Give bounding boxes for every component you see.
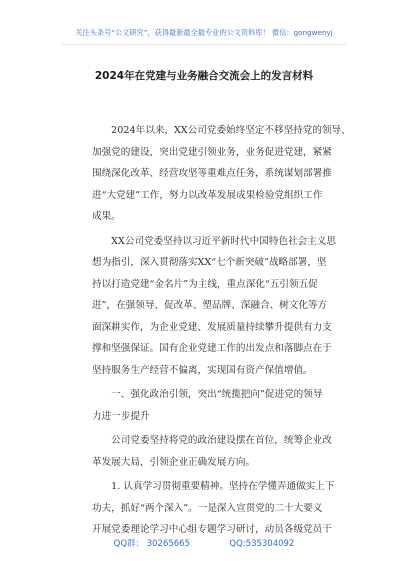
paragraph-line: 持以打造党建“金名片”为主线，重点深化“五引领五促 [92, 278, 318, 290]
paragraph-line: 围绕深化改革、经营攻坚等重难点任务，系统谋划部署推 [92, 168, 332, 179]
paragraph-line: 一、强化政治引领，突出“统揽把向”促进党的领导 [92, 389, 323, 400]
paragraph-line: 功夫，抓好“两个深入”。一是深入宣贯党的二十大要义 [92, 502, 323, 514]
qq-contact-number: QQ:535304092 [229, 539, 295, 549]
paragraph-line: 进”，在强领导、促改革、塑品牌、深融合、树文化等方 [92, 300, 328, 311]
paragraph-line: 公司党委坚持将党的政治建设摆在首位，统筹企业改 [92, 435, 332, 446]
paragraph-line: 2024年以来，XX公司党委始终坚定不移坚持党的领导、 [92, 125, 351, 136]
footer [0, 537, 408, 549]
document-title: 2024年在党建与业务融合交流会上的发言材料 [94, 70, 314, 82]
paragraph-line: XX公司党委坚持以习近平新时代中国特色社会主义思 [92, 235, 336, 247]
paragraph-line: 开展党委理论学习中心组专题学习研讨，动员各级党员干 [92, 524, 332, 535]
paragraph-line: 面深耕实作，为企业党建、发展质量持续攀升提供有力支 [92, 321, 332, 333]
paragraph [92, 384, 374, 427]
paragraph [92, 430, 374, 473]
paragraph-line: 革发展大局，引领企业正确发展方向。 [92, 456, 256, 468]
document-body [92, 120, 374, 541]
paragraph-line: 进“大党建”工作，努力以改革发展成果检验党组织工作 [92, 189, 323, 201]
paragraph-line: 力进一步提升 [92, 410, 150, 422]
paragraph [92, 231, 374, 382]
paragraph [92, 120, 374, 228]
paragraph-line: 坚持服务生产经营不偏离，实现国有资产保值增值。 [92, 364, 313, 376]
qq-group-number: QQ群： 30265665 [113, 539, 191, 549]
header-divider [62, 44, 346, 45]
header-banner: 关注头条号“公文研究”，获得最新最全最专业的公文资料库！ 微信：gongwenyj [75, 28, 333, 37]
paragraph-line: 想为指引，深入贯彻落实XX“七个新突破”战略部署，坚 [92, 257, 327, 268]
paragraph-line: 加强党的建设，突出党建引领业务，业务促进党建，紧紧 [92, 146, 332, 158]
paragraph-line: 撑和坚强保证。国有企业党建工作的出发点和落脚点在于 [92, 343, 332, 354]
paragraph-line: 成果。 [92, 211, 121, 222]
paragraph-line: 1. 认真学习贯彻重要精神。坚持在学懂弄通做实上下 [92, 481, 335, 492]
paragraph [92, 476, 374, 541]
